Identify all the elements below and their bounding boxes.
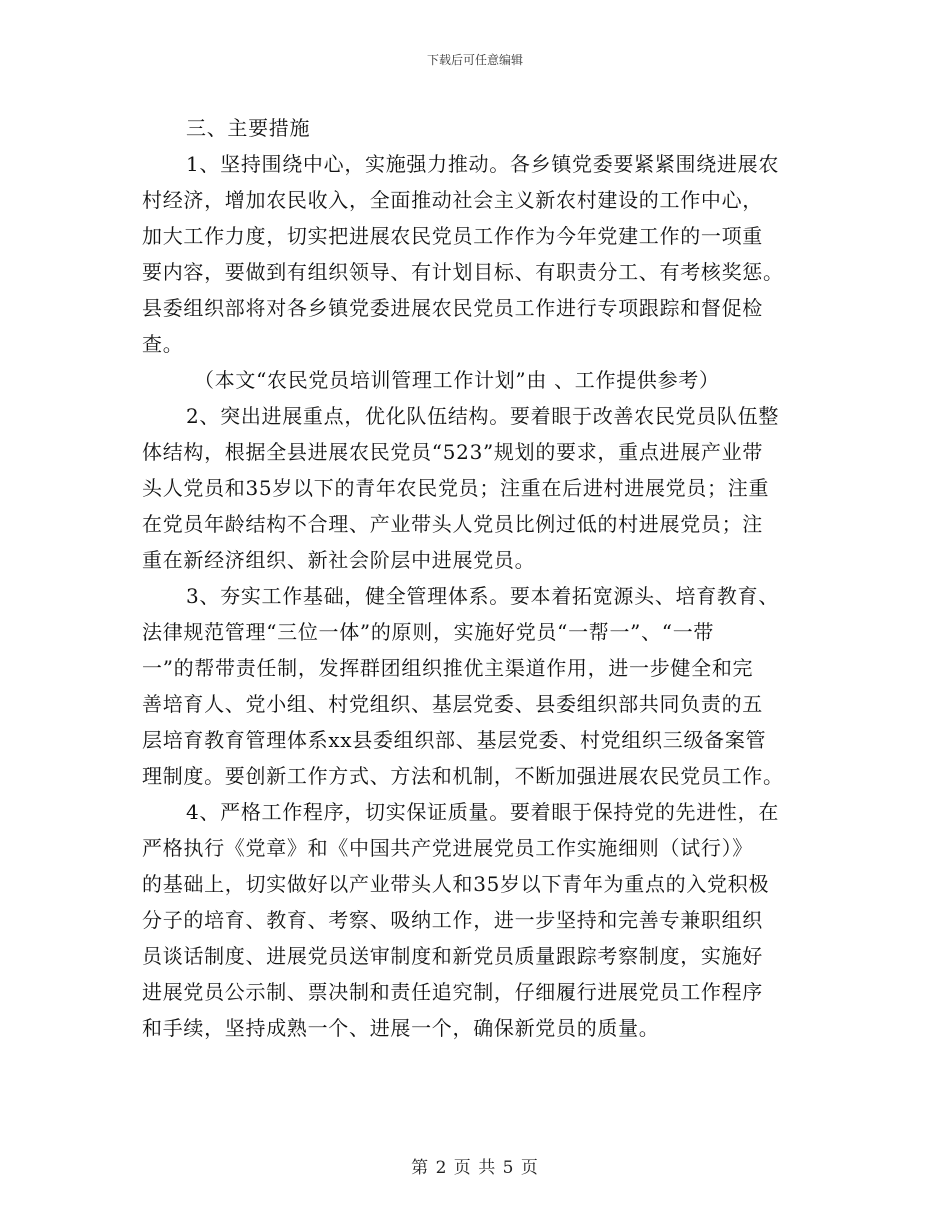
paragraph-line: 和手续，坚持成熟一个、进展一个，确保新党员的质量。 (142, 1016, 660, 1040)
paragraph-line: 的基础上，切实做好以产业带头人和35岁以下青年为重点的入党积极 (142, 872, 770, 896)
paragraph-line: 进展党员公示制、票决制和责任追究制，仔细履行进展党员工作程序 (142, 980, 763, 1004)
paragraph-line: 善培育人、党小组、村党组织、基层党委、县委组织部共同负责的五 (142, 692, 763, 716)
paragraph-line: 1、坚持围绕中心，实施强力推动。各乡镇党委要紧紧围绕进展农 (186, 152, 780, 176)
paragraph-line: 村经济，增加农民收入，全面推动社会主义新农村建设的工作中心， (142, 188, 763, 212)
paragraph-line: 查。 (142, 332, 184, 356)
paragraph-line: 4、严格工作程序，切实保证质量。要着眼于保持党的先进性，在 (186, 800, 780, 824)
page-header: 下载后可任意编辑 (426, 53, 523, 67)
paragraph-line: 县委组织部将对各乡镇党委进展农民党员工作进行专项跟踪和督促检 (142, 296, 763, 320)
paragraph-line: 要内容，要做到有组织领导、有计划目标、有职责分工、有考核奖惩。 (142, 260, 784, 284)
paragraph-line: 在党员年龄结构不合理、产业带头人党员比例过低的村进展党员；注 (142, 512, 763, 536)
paragraph-line: 加大工作力度，切实把进展农民党员工作作为今年党建工作的一项重 (142, 224, 763, 248)
paragraph-line: 员谈话制度、进展党员送审制度和新党员质量跟踪考察制度，实施好 (142, 944, 763, 968)
paragraph-line: 头人党员和35岁以下的青年农民党员；注重在后进村进展党员；注重 (142, 476, 770, 500)
paragraph-line: 分子的培育、教育、考察、吸纳工作，进一步坚持和完善专兼职组织 (142, 908, 763, 932)
paragraph-line: 2、突出进展重点，优化队伍结构。要着眼于改善农民党员队伍整 (186, 404, 780, 428)
paragraph-line: 层培育教育管理体系xx县委组织部、基层党委、村党组织三级备案管 (142, 728, 767, 752)
paragraph-line: 法律规范管理“三位一体”的原则，实施好党员“一帮一”、“一带 (142, 620, 715, 644)
paragraph-line: 重在新经济组织、新社会阶层中进展党员。 (142, 548, 536, 572)
paragraph-line: 理制度。要创新工作方式、方法和机制，不断加强进展农民党员工作。 (142, 764, 784, 788)
section-heading: 三、主要措施 (186, 116, 311, 140)
paragraph-line: 一”的帮带责任制，发挥群团组织推优主渠道作用，进一步健全和完 (142, 656, 754, 680)
paragraph-line: 严格执行《党章》和《中国共产党进展党员工作实施细则（试行）》 (142, 836, 753, 860)
page-number-footer: 第 2 页 共 5 页 (411, 1158, 539, 1178)
paragraph-line: 3、夯实工作基础，健全管理体系。要本着拓宽源头、培育教育、 (186, 584, 780, 608)
source-note: （本文“农民党员培训管理工作计划”由 、工作提供参考） (194, 368, 720, 392)
paragraph-line: 体结构，根据全县进展农民党员“523”规划的要求，重点进展产业带 (142, 440, 764, 464)
document-body (142, 110, 810, 1046)
